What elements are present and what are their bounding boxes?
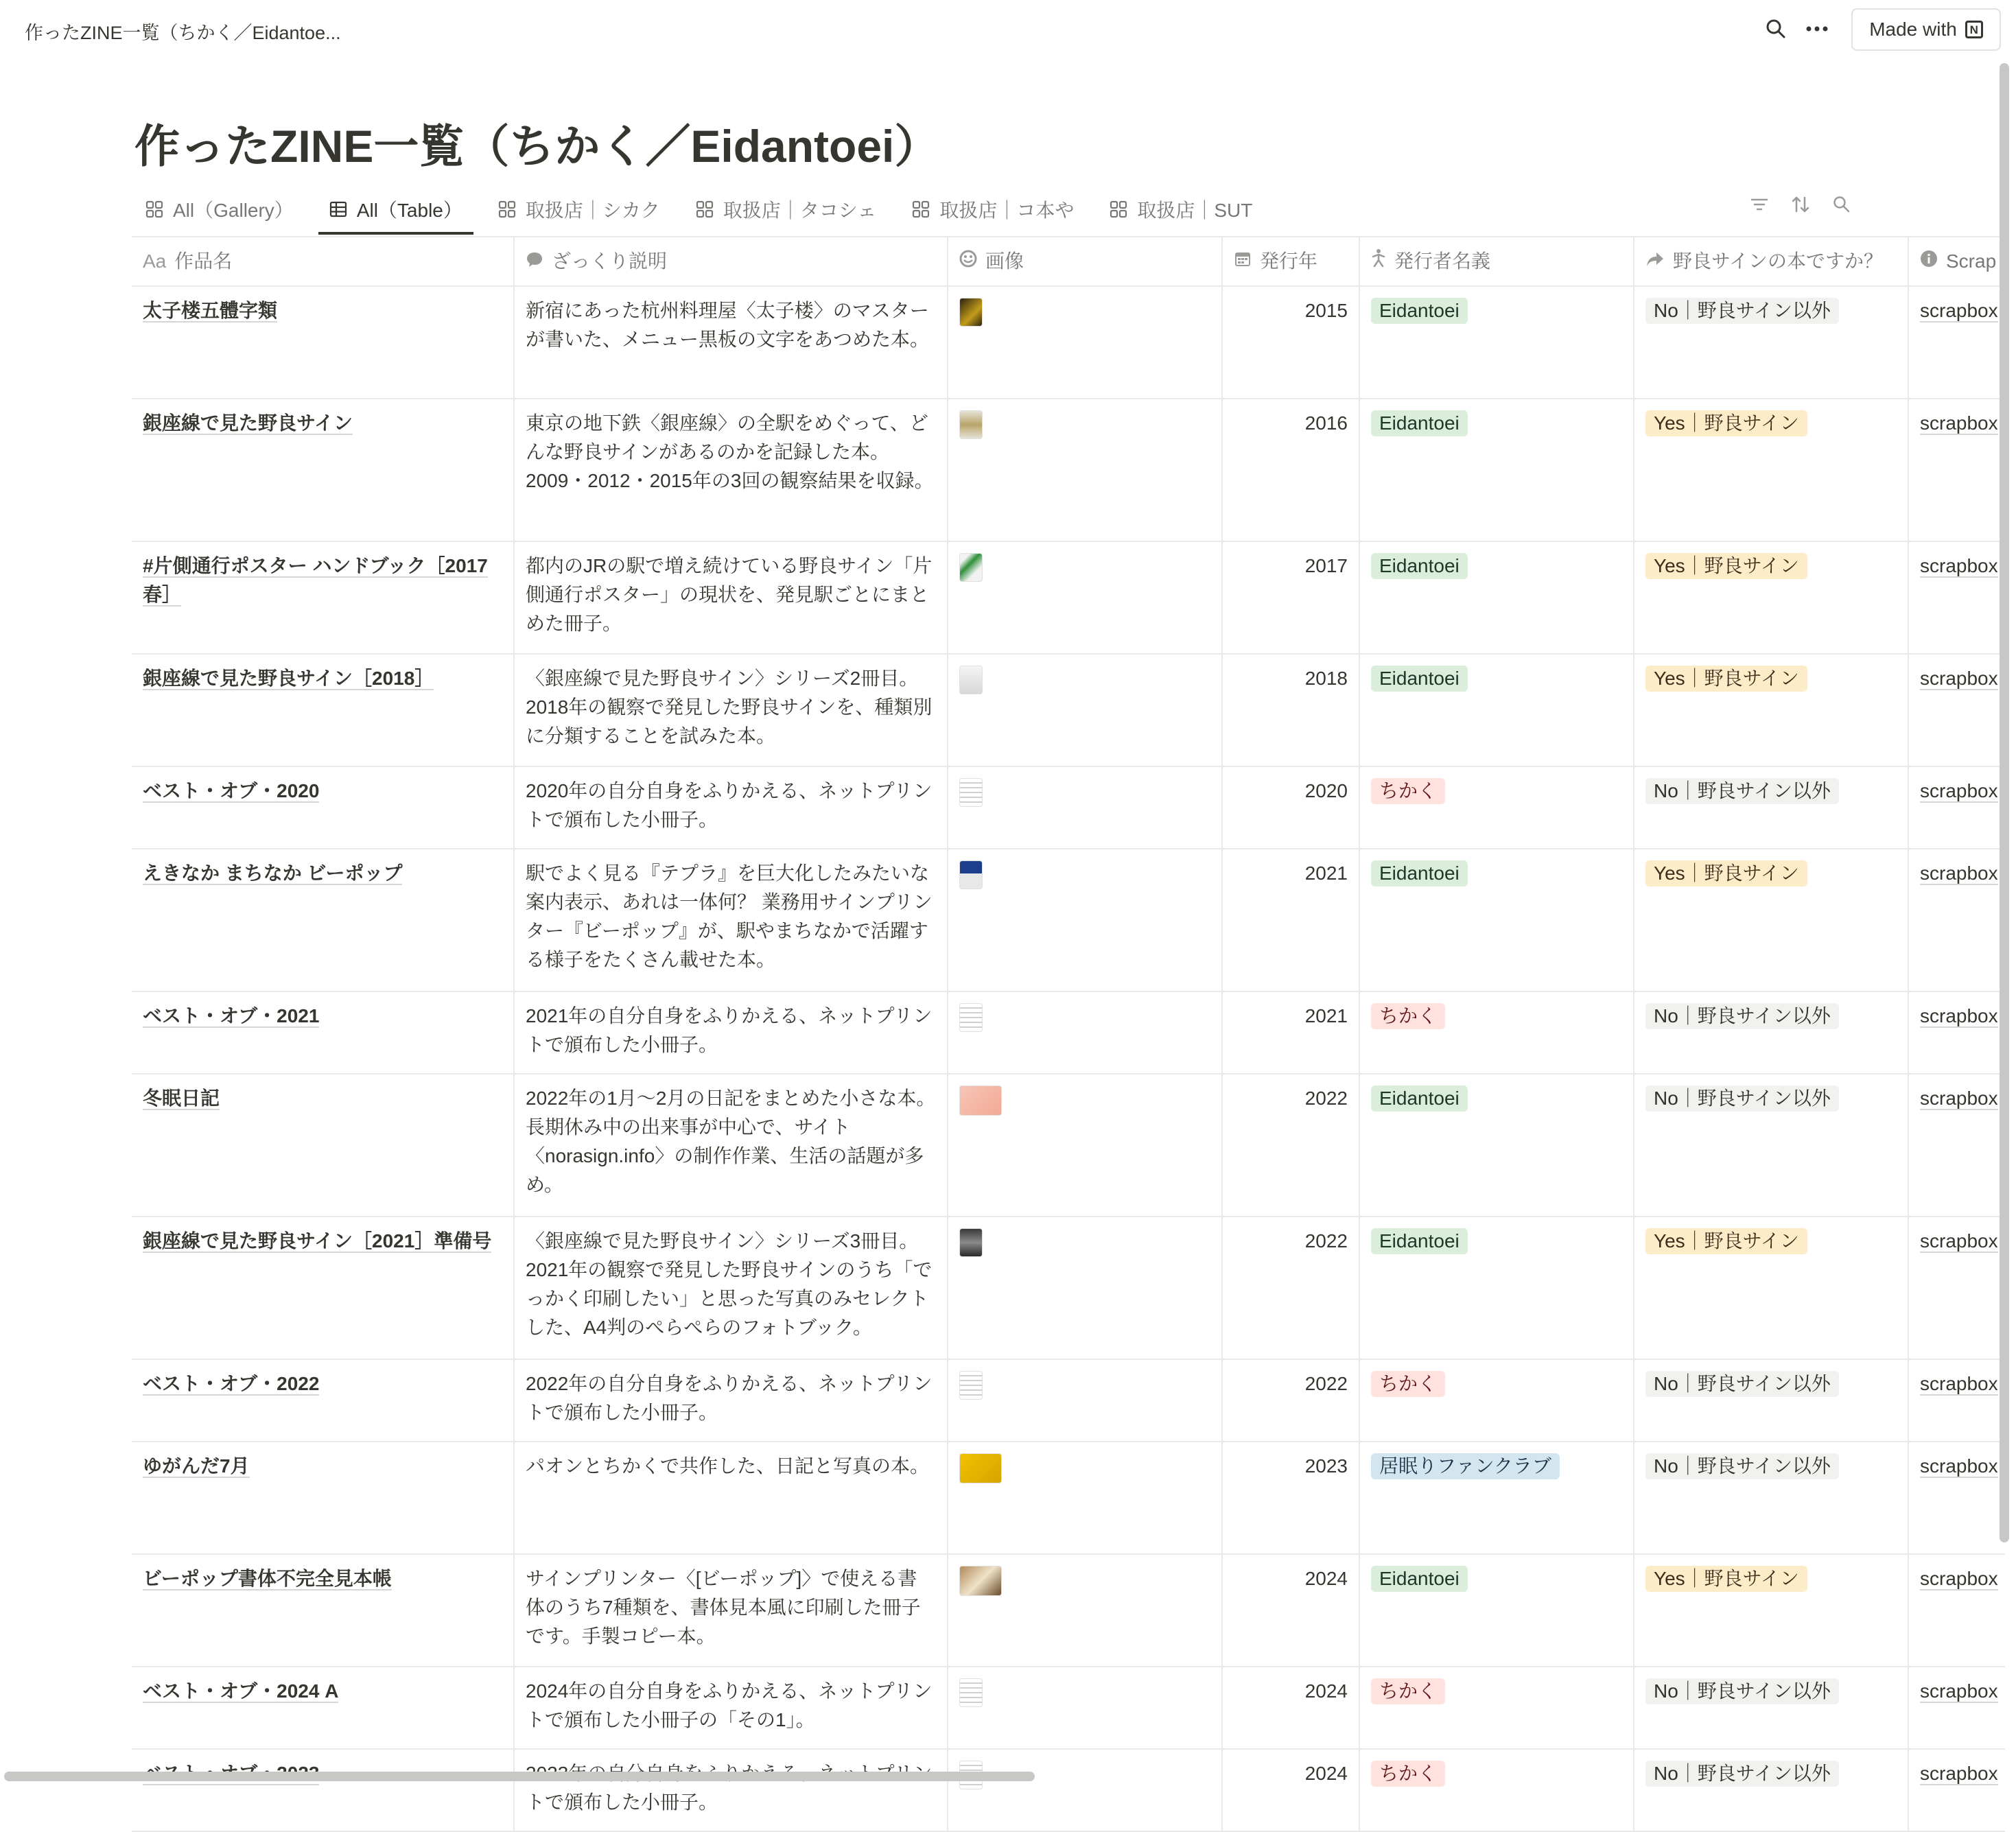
cover-thumbnail[interactable] bbox=[959, 778, 983, 807]
cover-thumbnail[interactable] bbox=[959, 1228, 983, 1257]
publish-year: 2024 bbox=[1304, 1568, 1348, 1589]
publish-year: 2021 bbox=[1304, 862, 1348, 884]
cell-name[interactable] bbox=[132, 287, 515, 398]
cell-name[interactable] bbox=[132, 992, 515, 1073]
work-title-link[interactable]: えきなか まちなか ビーポップ bbox=[143, 862, 403, 884]
top-bar bbox=[0, 0, 2016, 62]
table-row[interactable] bbox=[132, 287, 2005, 399]
gallery-icon bbox=[145, 200, 163, 218]
cell-image bbox=[948, 1442, 1223, 1553]
cell-publisher bbox=[1360, 1667, 1634, 1748]
work-title-link[interactable]: 銀座線で見た野良サイン［2018］ bbox=[143, 668, 434, 689]
cell-description bbox=[515, 399, 948, 541]
publish-year: 2022 bbox=[1304, 1373, 1348, 1394]
work-description: 駅でよく見る『テプラ』を巨大化したみたいな案内表示、あれは一体何？ 業務用サインプリンター『ビーポップ』が、駅やまちなかで活躍する様子をたくさん載せた本。 bbox=[526, 862, 933, 970]
work-description: 新宿にあった杭州料理屋〈太子楼〉のマスターが書いた、メニュー黒板の文字をあつめた本。 bbox=[526, 300, 930, 350]
table-row[interactable] bbox=[132, 1217, 2005, 1360]
cell-image bbox=[948, 1555, 1223, 1666]
table-icon bbox=[329, 201, 347, 218]
cell-description bbox=[515, 287, 948, 398]
cell-publisher bbox=[1360, 399, 1634, 541]
nora-sign-tag: No｜野良サイン以外 bbox=[1645, 1453, 1839, 1479]
publisher-tag: Eidantoei bbox=[1371, 1566, 1468, 1592]
tab-label: 取扱店｜SUT bbox=[1137, 200, 1253, 221]
cell-scrap[interactable] bbox=[1909, 849, 2005, 991]
filter-icon[interactable] bbox=[1744, 189, 1774, 220]
cell-nora-sign bbox=[1634, 1555, 1909, 1666]
cell-year bbox=[1223, 287, 1360, 398]
cell-description bbox=[515, 1074, 948, 1216]
nora-sign-tag: No｜野良サイン以外 bbox=[1645, 1371, 1839, 1397]
publish-year: 2017 bbox=[1304, 555, 1348, 576]
work-description: 東京の地下鉄〈銀座線〉の全駅をめぐって、どんな野良サインがあるのかを記録した本。2009・2012・2015年の3回の観察結果を収録。 bbox=[526, 412, 934, 491]
search-icon[interactable] bbox=[1761, 14, 1791, 44]
cell-nora-sign bbox=[1634, 992, 1909, 1073]
cell-nora-sign bbox=[1634, 1360, 1909, 1441]
cell-scrap[interactable] bbox=[1909, 767, 2005, 848]
cell-nora-sign bbox=[1634, 1074, 1909, 1216]
work-title-link[interactable]: 太子楼五體字類 bbox=[143, 300, 278, 321]
cell-description bbox=[515, 1750, 948, 1831]
work-description: 2024年の自分自身をふりかえる、ネットプリントで頒布した小冊子の「その1」。 bbox=[526, 1680, 933, 1730]
work-title-link[interactable]: 銀座線で見た野良サイン［2021］準備号 bbox=[143, 1230, 492, 1252]
tab-view-5[interactable] bbox=[1099, 185, 1263, 233]
cell-nora-sign bbox=[1634, 287, 1909, 398]
work-description: パオンとちかくで共作した、日記と写真の本。 bbox=[526, 1455, 930, 1477]
cover-thumbnail[interactable] bbox=[959, 553, 983, 582]
cell-nora-sign bbox=[1634, 1442, 1909, 1553]
publisher-tag: 居眠りファンクラブ bbox=[1371, 1453, 1560, 1479]
column-header-publisher[interactable]: 発行者名義 bbox=[1360, 237, 1634, 285]
publisher-tag: Eidantoei bbox=[1371, 666, 1468, 692]
work-title-link[interactable]: 銀座線で見た野良サイン bbox=[143, 412, 353, 434]
cell-name[interactable] bbox=[132, 542, 515, 653]
person-icon bbox=[1371, 247, 1386, 276]
work-title-link[interactable]: #片側通行ポスター ハンドブック［2017春］ bbox=[143, 555, 488, 605]
nora-sign-tag: No｜野良サイン以外 bbox=[1645, 1678, 1839, 1704]
calendar-icon bbox=[1234, 247, 1252, 276]
cover-thumbnail[interactable] bbox=[959, 860, 983, 889]
cell-year bbox=[1223, 992, 1360, 1073]
scrapbox-link[interactable]: scrapbox bbox=[1920, 780, 1998, 801]
cell-scrap[interactable] bbox=[1909, 1217, 2005, 1359]
cell-year bbox=[1223, 1074, 1360, 1216]
cell-scrap[interactable] bbox=[1909, 992, 2005, 1073]
work-title-link[interactable]: ベスト・オブ・2020 bbox=[143, 780, 320, 801]
gallery-icon bbox=[912, 200, 930, 218]
table-row[interactable] bbox=[132, 1360, 2005, 1442]
tab-view-2[interactable] bbox=[487, 185, 671, 233]
cell-description bbox=[515, 1217, 948, 1359]
tab-label: 取扱店｜コ本や bbox=[939, 200, 1075, 221]
work-title-link[interactable]: 冬眠日記 bbox=[143, 1088, 220, 1109]
cell-description bbox=[515, 1360, 948, 1441]
cell-nora-sign bbox=[1634, 399, 1909, 541]
sort-icon[interactable] bbox=[1785, 189, 1816, 220]
cell-year bbox=[1223, 767, 1360, 848]
cell-year bbox=[1223, 655, 1360, 766]
cell-publisher bbox=[1360, 767, 1634, 848]
tab-view-0[interactable] bbox=[134, 185, 305, 233]
cell-year bbox=[1223, 542, 1360, 653]
cell-publisher bbox=[1360, 1750, 1634, 1831]
cell-publisher bbox=[1360, 655, 1634, 766]
scrapbox-link[interactable]: scrapbox bbox=[1920, 1230, 1998, 1252]
nora-sign-tag: Yes｜野良サイン bbox=[1645, 410, 1807, 436]
column-header-nora[interactable]: 野良サインの本ですか？ bbox=[1634, 237, 1909, 285]
cell-publisher bbox=[1360, 1555, 1634, 1666]
cell-year bbox=[1223, 1555, 1360, 1666]
table-header bbox=[132, 236, 2005, 287]
cell-year bbox=[1223, 1217, 1360, 1359]
table-row[interactable] bbox=[132, 767, 2005, 849]
publish-year: 2018 bbox=[1304, 668, 1348, 689]
cell-scrap[interactable] bbox=[1909, 655, 2005, 766]
cell-publisher bbox=[1360, 849, 1634, 991]
tab-label: All（Gallery） bbox=[173, 200, 294, 221]
cell-scrap[interactable] bbox=[1909, 1074, 2005, 1216]
cell-name[interactable] bbox=[132, 849, 515, 991]
cell-publisher bbox=[1360, 542, 1634, 653]
cell-nora-sign bbox=[1634, 849, 1909, 991]
breadcrumb[interactable]: 作ったZINE一覧（ちかく／Eidantoe... bbox=[25, 23, 341, 43]
cell-year bbox=[1223, 399, 1360, 541]
table-row[interactable] bbox=[132, 1074, 2005, 1217]
cell-scrap[interactable] bbox=[1909, 399, 2005, 541]
cover-thumbnail[interactable] bbox=[959, 410, 983, 439]
work-description: 〈銀座線で見た野良サイン〉シリーズ2冊目。2018年の観察で発見した野良サインを、種類別に分類することを試みた本。 bbox=[526, 668, 933, 747]
work-title-link[interactable]: ビーポップ書体不完全見本帳 bbox=[143, 1568, 392, 1589]
cell-nora-sign bbox=[1634, 542, 1909, 653]
publisher-tag: ちかく bbox=[1371, 1761, 1445, 1787]
cell-image bbox=[948, 1074, 1223, 1216]
publish-year: 2023 bbox=[1304, 1455, 1348, 1477]
gallery-icon bbox=[498, 200, 516, 218]
tab-label: 取扱店｜タコシェ bbox=[723, 200, 877, 221]
scrapbox-link[interactable]: scrapbox bbox=[1920, 412, 1998, 434]
info-icon bbox=[1920, 247, 1938, 276]
made-with-notion-button[interactable] bbox=[1851, 8, 2001, 51]
cell-name[interactable] bbox=[132, 399, 515, 541]
cell-publisher bbox=[1360, 1360, 1634, 1441]
vertical-scrollbar[interactable] bbox=[2000, 63, 2009, 1542]
work-title-link[interactable]: ゆがんだ7月 bbox=[143, 1455, 250, 1477]
cover-thumbnail[interactable] bbox=[959, 1371, 983, 1400]
table-row[interactable] bbox=[132, 849, 2005, 992]
cell-image bbox=[948, 1750, 1223, 1831]
cell-year bbox=[1223, 1750, 1360, 1831]
made-with-label: Made with bbox=[1869, 19, 1957, 40]
cell-name[interactable] bbox=[132, 1360, 515, 1441]
table-row[interactable] bbox=[132, 542, 2005, 655]
cell-publisher bbox=[1360, 1217, 1634, 1359]
more-options-icon[interactable] bbox=[1802, 14, 1832, 44]
column-header-year[interactable]: 発行年 bbox=[1223, 237, 1360, 285]
scrapbox-link[interactable]: scrapbox bbox=[1920, 555, 1998, 576]
cell-scrap[interactable] bbox=[1909, 1442, 2005, 1553]
image-property-icon bbox=[959, 247, 977, 276]
publish-year: 2022 bbox=[1304, 1230, 1348, 1252]
cell-publisher bbox=[1360, 287, 1634, 398]
cell-name[interactable] bbox=[132, 1667, 515, 1748]
nora-sign-tag: No｜野良サイン以外 bbox=[1645, 1085, 1839, 1112]
publish-year: 2024 bbox=[1304, 1763, 1348, 1784]
publisher-tag: ちかく bbox=[1371, 1003, 1445, 1029]
nora-sign-tag: Yes｜野良サイン bbox=[1645, 553, 1807, 579]
horizontal-scrollbar[interactable] bbox=[4, 1772, 1035, 1781]
work-description: 2021年の自分自身をふりかえる、ネットプリントで頒布した小冊子。 bbox=[526, 1005, 933, 1055]
cover-thumbnail[interactable] bbox=[959, 1453, 1002, 1483]
cell-scrap[interactable] bbox=[1909, 1667, 2005, 1748]
notion-logo-icon: N bbox=[1965, 21, 1983, 38]
cover-thumbnail[interactable] bbox=[959, 1003, 983, 1032]
cell-name[interactable] bbox=[132, 1074, 515, 1216]
gallery-icon bbox=[696, 200, 714, 218]
cover-thumbnail[interactable] bbox=[959, 1678, 983, 1707]
publisher-tag: ちかく bbox=[1371, 778, 1445, 804]
cell-publisher bbox=[1360, 1074, 1634, 1216]
text-property-icon: Aa bbox=[143, 250, 167, 272]
table-row[interactable] bbox=[132, 1555, 2005, 1667]
publish-year: 2020 bbox=[1304, 780, 1348, 801]
gallery-icon bbox=[1110, 200, 1127, 218]
cell-image bbox=[948, 655, 1223, 766]
cell-description bbox=[515, 849, 948, 991]
tab-view-4[interactable] bbox=[901, 185, 1085, 233]
publisher-tag: Eidantoei bbox=[1371, 1085, 1468, 1112]
cell-name[interactable] bbox=[132, 655, 515, 766]
cell-name[interactable] bbox=[132, 1442, 515, 1553]
publisher-tag: Eidantoei bbox=[1371, 1228, 1468, 1254]
column-header-name[interactable]: Aa 作品名 bbox=[132, 237, 515, 285]
cell-image bbox=[948, 1360, 1223, 1441]
cell-year bbox=[1223, 849, 1360, 991]
cell-scrap[interactable] bbox=[1909, 287, 2005, 398]
publish-year: 2022 bbox=[1304, 1088, 1348, 1109]
cell-description bbox=[515, 1555, 948, 1666]
publisher-tag: Eidantoei bbox=[1371, 553, 1468, 579]
work-title-link[interactable]: ベスト・オブ・2024 A bbox=[143, 1680, 339, 1702]
table-row[interactable] bbox=[132, 1442, 2005, 1555]
scrapbox-link[interactable]: scrapbox bbox=[1920, 300, 1998, 321]
scrapbox-link[interactable]: scrapbox bbox=[1920, 862, 1998, 884]
table-body bbox=[132, 287, 2005, 1832]
nora-sign-tag: No｜野良サイン以外 bbox=[1645, 298, 1839, 324]
cell-image bbox=[948, 767, 1223, 848]
nora-sign-tag: Yes｜野良サイン bbox=[1645, 860, 1807, 886]
cell-image bbox=[948, 542, 1223, 653]
nora-sign-tag: Yes｜野良サイン bbox=[1645, 1228, 1807, 1254]
tab-label: 取扱店｜シカク bbox=[525, 200, 660, 221]
nora-sign-tag: No｜野良サイン以外 bbox=[1645, 778, 1839, 804]
cell-publisher bbox=[1360, 992, 1634, 1073]
cell-scrap[interactable] bbox=[1909, 1360, 2005, 1441]
scrapbox-link[interactable]: scrapbox bbox=[1920, 1005, 1998, 1026]
scrapbox-link[interactable]: scrapbox bbox=[1920, 1568, 1998, 1589]
work-description: 〈銀座線で見た野良サイン〉シリーズ3冊目。2021年の観察で発見した野良サインのうち「でっかく印刷したい」と思った写真のみセレクトした、A4判のぺらぺらのフォトブック。 bbox=[526, 1230, 933, 1338]
tab-view-3[interactable] bbox=[685, 185, 887, 233]
work-description: サインプリンター〈[ビーポップ]〉で使える書体のうち7種類を、書体見本風に印刷した冊子です。手製コピー本。 bbox=[526, 1568, 921, 1647]
publisher-tag: Eidantoei bbox=[1371, 298, 1468, 324]
publisher-tag: Eidantoei bbox=[1371, 860, 1468, 886]
cell-scrap[interactable] bbox=[1909, 1555, 2005, 1666]
nora-sign-tag: No｜野良サイン以外 bbox=[1645, 1761, 1839, 1787]
cover-thumbnail[interactable] bbox=[959, 298, 983, 327]
nora-sign-tag: Yes｜野良サイン bbox=[1645, 1566, 1807, 1592]
cell-name[interactable] bbox=[132, 1217, 515, 1359]
cell-image bbox=[948, 287, 1223, 398]
table-row[interactable] bbox=[132, 1750, 2005, 1832]
scrapbox-link[interactable]: scrapbox bbox=[1920, 1763, 1998, 1784]
comment-bubble-icon bbox=[526, 247, 543, 276]
scrapbox-link[interactable]: scrapbox bbox=[1920, 1680, 1998, 1702]
tab-view-1[interactable] bbox=[318, 185, 473, 233]
work-title-link[interactable]: ベスト・オブ・2022 bbox=[143, 1373, 320, 1394]
cell-name[interactable] bbox=[132, 767, 515, 848]
cover-thumbnail[interactable] bbox=[959, 1085, 1002, 1116]
scrapbox-link[interactable]: scrapbox bbox=[1920, 668, 1998, 689]
share-arrow-icon bbox=[1645, 247, 1665, 276]
column-header-scrap[interactable]: Scrap bbox=[1909, 237, 2005, 285]
cell-name[interactable] bbox=[132, 1555, 515, 1666]
view-tools bbox=[1744, 189, 1857, 220]
cell-description bbox=[515, 1442, 948, 1553]
table-row[interactable] bbox=[132, 655, 2005, 767]
nora-sign-tag: No｜野良サイン以外 bbox=[1645, 1003, 1839, 1029]
table-row[interactable] bbox=[132, 992, 2005, 1074]
page-title: 作ったZINE一覧（ちかく／Eidantoei） bbox=[134, 121, 940, 172]
work-description: トで頒布した小冊子。 bbox=[526, 1792, 718, 1813]
cell-description bbox=[515, 992, 948, 1073]
cell-year bbox=[1223, 1360, 1360, 1441]
scrapbox-link[interactable]: scrapbox bbox=[1920, 1455, 1998, 1477]
cell-publisher bbox=[1360, 1442, 1634, 1553]
cell-nora-sign bbox=[1634, 767, 1909, 848]
cell-name[interactable] bbox=[132, 1750, 515, 1831]
table-row[interactable] bbox=[132, 399, 2005, 542]
publisher-tag: ちかく bbox=[1371, 1678, 1445, 1704]
view-tabs bbox=[134, 185, 1277, 233]
cover-thumbnail[interactable] bbox=[959, 1566, 1002, 1596]
cell-description bbox=[515, 542, 948, 653]
cell-scrap[interactable] bbox=[1909, 542, 2005, 653]
work-description: 都内のJRの駅で増え続けている野良サイン「片側通行ポスター」の現状を、発見駅ごとにまとめた冊子。 bbox=[526, 555, 933, 634]
publisher-tag: Eidantoei bbox=[1371, 410, 1468, 436]
work-title-link[interactable]: ベスト・オブ・2021 bbox=[143, 1005, 320, 1026]
cell-nora-sign bbox=[1634, 1667, 1909, 1748]
column-header-desc[interactable]: ざっくり説明 bbox=[515, 237, 948, 285]
cell-image bbox=[948, 1667, 1223, 1748]
cell-nora-sign bbox=[1634, 1217, 1909, 1359]
work-description: 2022年の自分自身をふりかえる、ネットプリントで頒布した小冊子。 bbox=[526, 1373, 933, 1423]
database-table bbox=[132, 236, 2005, 1832]
publisher-tag: ちかく bbox=[1371, 1371, 1445, 1397]
cell-image bbox=[948, 849, 1223, 991]
cell-image bbox=[948, 399, 1223, 541]
search-view-icon[interactable] bbox=[1827, 189, 1857, 220]
publish-year: 2021 bbox=[1304, 1005, 1348, 1026]
work-description: 2022年の1月〜2月の日記をまとめた小さな本。長期休み中の出来事が中心で、サイト〈norasign.info〉の制作作業、生活の話題が多め。 bbox=[526, 1088, 936, 1195]
column-header-image[interactable]: 画像 bbox=[948, 237, 1223, 285]
cell-year bbox=[1223, 1442, 1360, 1553]
cell-nora-sign bbox=[1634, 1750, 1909, 1831]
cell-description bbox=[515, 655, 948, 766]
cell-image bbox=[948, 1217, 1223, 1359]
publish-year: 2015 bbox=[1304, 300, 1348, 321]
tab-label: All（Table） bbox=[356, 200, 462, 221]
cell-description bbox=[515, 767, 948, 848]
scrapbox-link[interactable]: scrapbox bbox=[1920, 1088, 1998, 1109]
cell-year bbox=[1223, 1667, 1360, 1748]
cell-description bbox=[515, 1667, 948, 1748]
cell-image bbox=[948, 992, 1223, 1073]
scrapbox-link[interactable]: scrapbox bbox=[1920, 1373, 1998, 1394]
work-description: 2020年の自分自身をふりかえる、ネットプリントで頒布した小冊子。 bbox=[526, 780, 933, 830]
cover-thumbnail[interactable] bbox=[959, 666, 983, 694]
table-row[interactable] bbox=[132, 1667, 2005, 1750]
nora-sign-tag: Yes｜野良サイン bbox=[1645, 666, 1807, 692]
publish-year: 2016 bbox=[1304, 412, 1348, 434]
cell-nora-sign bbox=[1634, 655, 1909, 766]
cell-scrap[interactable] bbox=[1909, 1750, 2005, 1831]
publish-year: 2024 bbox=[1304, 1680, 1348, 1702]
